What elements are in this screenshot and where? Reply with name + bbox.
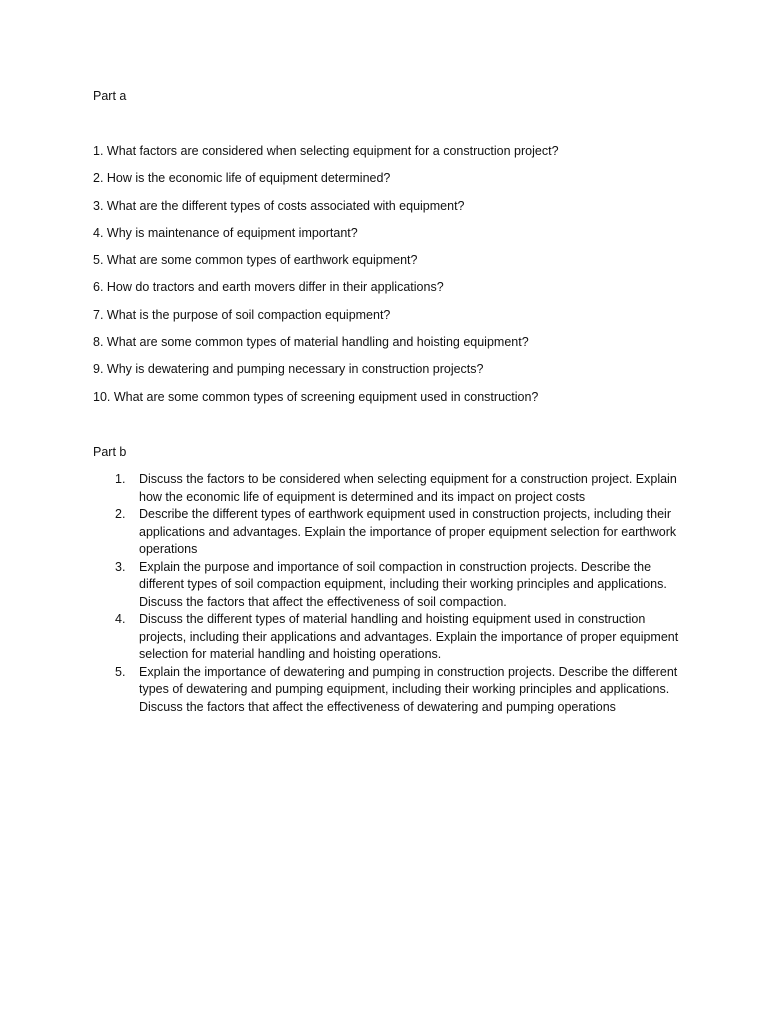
part-b-question: [93, 471, 683, 506]
question-text: Explain the purpose and importance of soil compaction in construction projects. Describe the different types of soil compaction equipment, including their working principles and applications. Discuss the factors that affect the effectiveness of soil compaction.: [139, 559, 667, 609]
question-number: 3.: [115, 559, 126, 574]
question-text: Discuss the factors to be considered when selecting equipment for a construction project. Explain how the economic life of equipment is determined and its impact on project costs: [139, 472, 677, 504]
part-b-question: [93, 506, 683, 559]
part-a-question: 10. What are some common types of screening equipment used in construction?: [93, 389, 539, 404]
part-b-question: [93, 611, 683, 664]
question-text: Discuss the different types of material handling and hoisting equipment used in construction projects, including their applications and advantages. Explain the importance of proper equipment selection for material handling and hoisting operations.: [139, 612, 679, 661]
part-a-question: 3. What are the different types of costs associated with equipment?: [93, 198, 465, 213]
part-a-question: 2. How is the economic life of equipment determined?: [93, 171, 391, 186]
question-number: 1.: [115, 472, 126, 486]
part-b-heading: Part b: [93, 445, 127, 459]
question-number: 4.: [115, 612, 126, 626]
part-a-question: 9. Why is dewatering and pumping necessary in construction projects?: [93, 362, 484, 377]
part-a-question: 4. Why is maintenance of equipment important?: [93, 225, 358, 240]
question-text: Explain the importance of dewatering and pumping in construction projects. Describe the different types of dewatering and pumping equipment, including their working principles and applications. Discuss the factors that affect the effectiveness of dewatering and pumping operations: [139, 664, 678, 714]
part-a-question: 1. What factors are considered when selecting equipment for a construction project?: [93, 144, 559, 158]
part-a-question: 5. What are some common types of earthwork equipment?: [93, 253, 418, 268]
part-a-question: 8. What are some common types of material handling and hoisting equipment?: [93, 335, 529, 350]
part-b-question: [93, 664, 683, 717]
part-b-question: [93, 559, 683, 612]
question-number: 5.: [115, 664, 126, 679]
question-text: Describe the different types of earthwork equipment used in construction projects, including their applications and advantages. Explain the importance of proper equipment selection for earthwork operations: [139, 507, 677, 556]
part-b-question-list: [93, 471, 683, 716]
question-number: 2.: [115, 507, 126, 521]
part-a-question-list: [93, 143, 713, 416]
part-a-question: 6. How do tractors and earth movers differ in their applications?: [93, 280, 444, 295]
part-a-heading: Part a: [93, 89, 127, 103]
part-a-question: 7. What is the purpose of soil compaction equipment?: [93, 307, 391, 322]
